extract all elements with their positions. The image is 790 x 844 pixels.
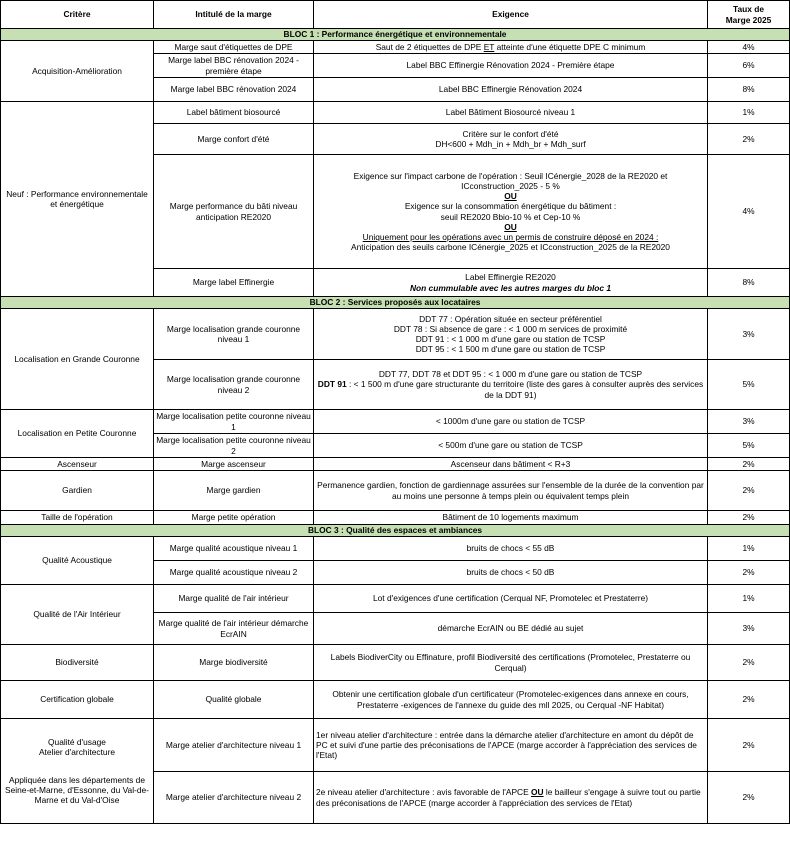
critere-usage: Qualité d'usage Atelier d'architecture Appliquée dans les départements de Seine-et-Marne, d'Essonne, du Val-de-Marne et du Val-d'Oise [1,719,154,824]
intitule-cell: Marge atelier d'architecture niveau 1 [154,719,314,772]
taux-cell: 2% [708,471,790,511]
ou-emphasis: OU [531,787,544,798]
taux-cell: 2% [708,511,790,525]
intitule-cell: Marge biodiversité [154,645,314,681]
intitule-cell: Marge localisation petite couronne niveau 1 [154,410,314,434]
taux-cell: 3% [708,410,790,434]
intitule-cell: Marge localisation grande couronne niveau 1 [154,309,314,360]
exigence-cell: Label BBC Effinergie Rénovation 2024 [314,78,708,102]
exigence-cell: DDT 77, DDT 78 et DDT 95 : < 1 000 m d'une gare ou station de TCSP DDT 91 : < 1 500 m d'une gare structurante du territoire (liste des gares à consulter auprès des services de la DDT 91) [314,360,708,410]
header-intitule: Intitulé de la marge [154,1,314,29]
intitule-cell: Marge confort d'été [154,124,314,155]
intitule-cell: Marge label BBC rénovation 2024 - première étape [154,54,314,78]
intitule-cell: Label bâtiment biosourcé [154,102,314,124]
bloc3-header-row [1,525,790,537]
taux-cell: 2% [708,124,790,155]
intitule-cell: Marge atelier d'architecture niveau 2 [154,772,314,824]
exigence-cell: Labels BiodiverCity ou Effinature, profil Biodiversité des certifications (Promotelec, Prestaterre ou Cerqual) [314,645,708,681]
exigence-cell: Exigence sur l'impact carbone de l'opération : Seuil ICénergie_2028 de la RE2020 et ICconstruction_2025 - 5 % OU Exigence sur la consommation énergétique du bâtiment : seuil RE2020 Bbio-10 % et Cep-10 % OU Uniquement pour les opérations avec un permis de construire déposé en 2024 : Anticipation des seuils carbone ICénergie_2025 et ICconstruction_2025 de la RE2020 [314,155,708,269]
intitule-cell: Marge localisation grande couronne niveau 2 [154,360,314,410]
taux-cell: 2% [708,681,790,719]
intitule-cell: Marge qualité de l'air intérieur démarche EcrAIN [154,613,314,645]
taux-cell: 2% [708,772,790,824]
critere-grande-couronne: Localisation en Grande Couronne [1,309,154,410]
bloc1-header-row [1,29,790,41]
table-row [1,719,790,772]
taux-cell: 3% [708,309,790,360]
taux-cell: 1% [708,585,790,613]
taux-cell: 5% [708,360,790,410]
intitule-cell: Marge qualité de l'air intérieur [154,585,314,613]
table-row [1,102,790,124]
exigence-cell: DDT 77 : Opération située en secteur préférentiel DDT 78 : Si absence de gare : < 1 000 m services de proximité DDT 91 : < 1 000 m d'une gare ou station de TCSP DDT 95 : < 1 500 m d'une gare ou station de TCSP [314,309,708,360]
intitule-cell: Marge performance du bâti niveau anticipation RE2020 [154,155,314,269]
taux-cell: 3% [708,613,790,645]
table-row [1,458,790,471]
taux-cell: 1% [708,537,790,561]
taux-cell: 2% [708,719,790,772]
table-row [1,41,790,54]
taux-cell: 8% [708,269,790,297]
table-row [1,309,790,360]
exigence-cell: Critère sur le confort d'été DH<600 + Mdh_in + Mdh_br + Mdh_surf [314,124,708,155]
taux-cell: 1% [708,102,790,124]
taux-cell: 4% [708,41,790,54]
intitule-cell: Marge localisation petite couronne niveau 2 [154,434,314,458]
taux-cell: 2% [708,561,790,585]
exigence-cell: 1er niveau atelier d'architecture : entrée dans la démarche atelier d'architecture en amont du dépôt de PC et suivi d'une partie des préconisations de l'APCE (marge accorder à l'appréciation des services de l'Etat) [314,719,708,772]
critere-biodiversite: Biodiversité [1,645,154,681]
critere-neuf: Neuf : Performance environnementale et énergétique [1,102,154,297]
intitule-cell: Marge ascenseur [154,458,314,471]
header-row [1,1,790,29]
exigence-cell: bruits de chocs < 50 dB [314,561,708,585]
exigence-cell: Ascenseur dans bâtiment < R+3 [314,458,708,471]
critere-ascenseur: Ascenseur [1,458,154,471]
exigence-cell: Bâtiment de 10 logements maximum [314,511,708,525]
exigence-cell: Label Bâtiment Biosourcé niveau 1 [314,102,708,124]
intitule-cell: Marge qualité acoustique niveau 2 [154,561,314,585]
taux-cell: 6% [708,54,790,78]
intitule-cell: Qualité globale [154,681,314,719]
taux-cell: 5% [708,434,790,458]
et-emphasis: ET [483,41,495,52]
header-critere: Critère [1,1,154,29]
header-exigence: Exigence [314,1,708,29]
bloc2-title: BLOC 2 : Services proposés aux locataires [1,297,790,309]
table-row [1,410,790,434]
non-cumulable-note: Non cummulable avec les autres marges du bloc 1 [409,282,612,293]
exigence-cell: Permanence gardien, fonction de gardiennage assurées sur l'ensemble de la durée de la convention par au moins une personne à temps plein ou équivalent temps plein [314,471,708,511]
table-row [1,645,790,681]
exigence-cell: bruits de chocs < 55 dB [314,537,708,561]
table-row [1,585,790,613]
critere-petite-couronne: Localisation en Petite Couronne [1,410,154,458]
taux-cell: 8% [708,78,790,102]
taux-cell: 2% [708,645,790,681]
intitule-cell: Marge qualité acoustique niveau 1 [154,537,314,561]
taux-cell: 4% [708,155,790,269]
exigence-cell: Label Effinergie RE2020 Non cummulable avec les autres marges du bloc 1 [314,269,708,297]
exigence-cell: Saut de 2 étiquettes de DPE ET atteinte d'une étiquette DPE C minimum [314,41,708,54]
intitule-cell: Marge label Effinergie [154,269,314,297]
bloc2-header-row [1,297,790,309]
table-row [1,681,790,719]
critere-acquisition: Acquisition-Amélioration [1,41,154,102]
exigence-cell: Lot d'exigences d'une certification (Cerqual NF, Promotelec et Prestaterre) [314,585,708,613]
taux-cell: 2% [708,458,790,471]
critere-gardien: Gardien [1,471,154,511]
exigence-cell: Obtenir une certification globale d'un certificateur (Promotelec-exigences dans annexe en cours, Prestaterre -exigences de l'annexe du guide des mll 2025, ou Cerqual -NF Habitat) [314,681,708,719]
ou-emphasis: OU [504,191,517,202]
exigence-cell: démarche EcrAIN ou BE dédié au sujet [314,613,708,645]
bloc3-title: BLOC 3 : Qualité des espaces et ambiances [1,525,790,537]
exigence-cell: Label BBC Effinergie Rénovation 2024 - Première étape [314,54,708,78]
intitule-cell: Marge label BBC rénovation 2024 [154,78,314,102]
header-taux-line2: Marge 2025 [725,14,772,25]
critere-taille: Taille de l'opération [1,511,154,525]
bloc1-title: BLOC 1 : Performance énergétique et environnementale [1,29,790,41]
ou-emphasis: OU [504,221,517,232]
intitule-cell: Marge petite opération [154,511,314,525]
critere-acoustique: Qualité Acoustique [1,537,154,585]
intitule-cell: Marge gardien [154,471,314,511]
intitule-cell: Marge saut d'étiquettes de DPE [154,41,314,54]
table-row [1,471,790,511]
header-taux [708,1,790,29]
exigence-cell: < 500m d'une gare ou station de TCSP [314,434,708,458]
critere-certification: Certification globale [1,681,154,719]
exigence-cell: 2e niveau atelier d'architecture : avis favorable de l'APCE OU le bailleur s'engage à suivre tout ou partie des préconisations de l'APCE (marge accorder à l'appréciation des services de l'Etat) [314,772,708,824]
table-row [1,511,790,525]
exigence-cell: < 1000m d'une gare ou station de TCSP [314,410,708,434]
table-row [1,537,790,561]
critere-air: Qualité de l'Air Intérieur [1,585,154,645]
header-taux-line1: Taux de [732,4,765,15]
